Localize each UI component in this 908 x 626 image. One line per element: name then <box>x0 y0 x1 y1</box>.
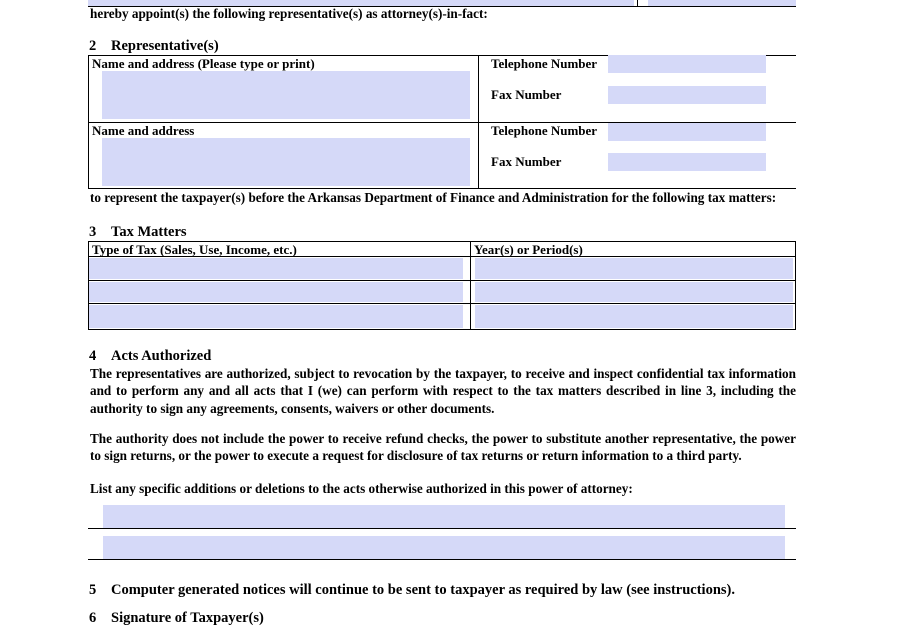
tax-row-1-type-input[interactable] <box>89 258 463 279</box>
section-2-title: Representative(s) <box>111 38 219 54</box>
section-2-number: 2 <box>89 38 97 54</box>
acts-additions-rule-1 <box>88 528 796 529</box>
section-4-title: Acts Authorized <box>111 348 212 364</box>
section-3-heading <box>89 224 187 240</box>
rep-table-column-divider <box>478 55 479 189</box>
tax-table-row1-rule <box>88 280 796 281</box>
tax-row-3-years-input[interactable] <box>475 305 793 328</box>
acts-authorized-paragraph-1: The representatives are authorized, subject to revocation by the taxpayer, to receive and inspect confidential tax information and to perform any and all acts that I (we) can perform with respect to the tax matters described in line 3, including the authority to sign any agreements, consents, waivers or other documents. <box>90 366 796 416</box>
appoint-line: hereby appoint(s) the following representative(s) as attorney(s)-in-fact: <box>90 6 488 21</box>
section-3-number: 3 <box>89 224 97 240</box>
section-5-number: 5 <box>89 582 97 598</box>
rep-1-name-address-input[interactable] <box>102 71 470 119</box>
rep-1-fax-label: Fax Number <box>491 87 562 102</box>
acts-additions-input-2[interactable] <box>103 536 785 559</box>
section-5-heading <box>89 582 735 598</box>
tax-table-header-type-of-tax: Type of Tax (Sales, Use, Income, etc.) <box>92 242 297 257</box>
acts-authorized-paragraph-2: The authority does not include the power to receive refund checks, the power to substitute another representative, the power to sign returns, or the power to execute a request for disclosure of tax returns or return information to a third party. <box>90 431 796 464</box>
section-4-heading <box>89 348 211 364</box>
rep-1-fax-input[interactable] <box>608 86 766 104</box>
rep-1-telephone-label: Telephone Number <box>491 56 598 71</box>
represent-taxpayer-line: to represent the taxpayer(s) before the Arkansas Department of Finance and Administration for the following tax matters: <box>90 190 777 205</box>
section-6-heading-clipped <box>89 610 489 626</box>
rep-table-bottom-rule <box>88 188 796 189</box>
section-5-text: Computer generated notices will continue to be sent to taxpayer as required by law (see instructions). <box>111 582 735 598</box>
rep-1-telephone-input[interactable] <box>608 55 766 73</box>
tax-row-2-type-input[interactable] <box>89 282 463 302</box>
section-2-heading <box>89 38 219 54</box>
tax-table-bottom-rule <box>88 329 796 330</box>
rep-1-name-address-label: Name and address (Please type or print) <box>92 56 315 71</box>
tax-table-right-border <box>795 241 796 330</box>
tax-row-2-years-input[interactable] <box>475 282 793 302</box>
tax-row-1-years-input[interactable] <box>475 258 793 279</box>
section-6-number: 6 <box>89 610 97 626</box>
section-6-heading <box>89 610 264 626</box>
rep-2-name-address-label: Name and address <box>92 123 195 138</box>
acts-additions-prompt: List any specific additions or deletions to the acts otherwise authorized in this power of attorney: <box>90 481 633 496</box>
tax-table-header-years-periods: Year(s) or Period(s) <box>474 242 583 257</box>
rep-table-left-border <box>88 55 89 189</box>
section-6-title: Signature of Taxpayer(s) <box>111 610 264 626</box>
tax-row-3-type-input[interactable] <box>89 305 463 328</box>
rep-2-fax-input[interactable] <box>608 153 766 171</box>
section-4-number: 4 <box>89 348 97 364</box>
section-3-title: Tax Matters <box>111 224 187 240</box>
acts-additions-input-1[interactable] <box>103 505 785 528</box>
tax-table-column-divider <box>470 241 471 330</box>
rep-2-telephone-label: Telephone Number <box>491 123 598 138</box>
rep-2-name-address-input[interactable] <box>102 138 470 186</box>
rep-2-fax-label: Fax Number <box>491 154 562 169</box>
tax-table-row2-rule <box>88 303 796 304</box>
acts-additions-rule-2 <box>88 559 796 560</box>
rep-2-telephone-input[interactable] <box>608 123 766 141</box>
